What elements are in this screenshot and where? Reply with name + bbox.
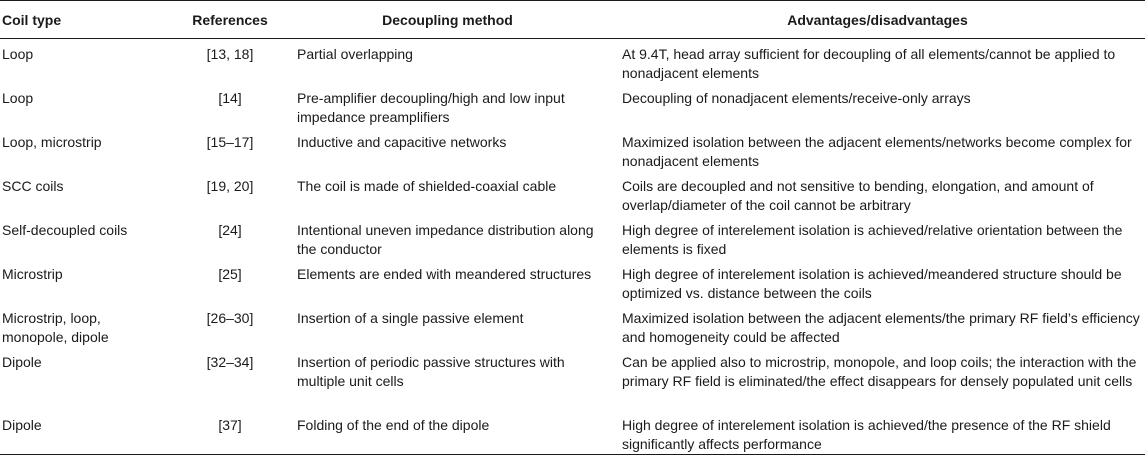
cell-advantages: Can be applied also to microstrip, monopole, and loop coils; the interaction with the primary RF field is eliminated/the effect disappears for densely populated unit cells	[622, 354, 1137, 389]
cell-coil-type: Loop	[2, 46, 34, 62]
table-row	[0, 259, 1145, 303]
table-header	[0, 1, 1145, 39]
cell-method: Partial overlapping	[297, 46, 413, 62]
table-row	[0, 83, 1145, 127]
cell-advantages: Decoupling of nonadjacent elements/receive-only arrays	[622, 90, 971, 106]
cell-method: Insertion of a single passive element	[297, 310, 524, 326]
cell-advantages: Maximized isolation between the adjacent elements/networks become complex for nonadjacent elements	[622, 134, 1132, 169]
cell-method: Folding of the end of the dipole	[285, 410, 610, 455]
cell-advantages: High degree of interelement isolation is achieved/relative orientation between the elements is fixed	[622, 222, 1123, 257]
header-references: References	[175, 1, 285, 39]
table-row	[0, 127, 1145, 171]
header-decoupling-method: Decoupling method	[285, 1, 610, 39]
cell-coil-type: Dipole	[0, 410, 175, 455]
header-row	[0, 1, 1145, 39]
table-row	[0, 215, 1145, 259]
cell-method: Insertion of periodic passive structures with multiple unit cells	[297, 354, 565, 389]
cell-coil-type: Loop, microstrip	[2, 134, 102, 150]
cell-references: [25]	[218, 266, 242, 282]
cell-coil-type: SCC coils	[2, 178, 64, 194]
table-row	[0, 347, 1145, 410]
cell-coil-type: Microstrip, loop, monopole, dipole	[2, 310, 109, 345]
cell-advantages: High degree of interelement isolation is achieved/meandered structure should be optimized vs. distance between the coils	[622, 266, 1122, 301]
cell-method: Inductive and capacitive networks	[297, 134, 507, 150]
table-body	[0, 39, 1145, 455]
cell-references: [37]	[175, 410, 285, 455]
cell-references: [24]	[218, 222, 242, 238]
cell-references: [15–17]	[206, 134, 254, 150]
cell-coil-type: Dipole	[2, 354, 42, 370]
cell-method: Pre-amplifier decoupling/high and low input impedance preamplifiers	[297, 90, 565, 125]
cell-advantages: At 9.4T, head array sufficient for decoupling of all elements/cannot be applied to nonadjacent elements	[622, 46, 1116, 81]
cell-references: [14]	[218, 90, 242, 106]
cell-references: [32–34]	[206, 354, 254, 370]
cell-method: The coil is made of shielded-coaxial cable	[297, 178, 557, 194]
cell-method: Intentional uneven impedance distribution along the conductor	[297, 222, 594, 257]
cell-advantages: Maximized isolation between the adjacent elements/the primary RF field’s efficiency and homogeneity could be affected	[622, 310, 1140, 345]
table-row	[0, 303, 1145, 347]
cell-references: [26–30]	[206, 310, 254, 326]
cell-advantages: High degree of interelement isolation is achieved/the presence of the RF shield significantly affects performance	[610, 410, 1145, 455]
header-coil-type: Coil type	[0, 1, 175, 39]
cell-advantages: Coils are decoupled and not sensitive to bending, elongation, and amount of overlap/diameter of the coil cannot be arbitrary	[622, 178, 1094, 213]
header-advantages: Advantages/disadvantages	[610, 1, 1145, 39]
cell-coil-type: Self-decoupled coils	[2, 222, 128, 238]
cell-method: Elements are ended with meandered structures	[297, 266, 592, 282]
table-row	[0, 39, 1145, 84]
cell-coil-type: Microstrip	[2, 266, 63, 282]
cell-references: [13, 18]	[206, 46, 254, 62]
cell-coil-type: Loop	[2, 90, 34, 106]
cell-references: [19, 20]	[206, 178, 254, 194]
table-row	[0, 410, 1145, 455]
table-row	[0, 171, 1145, 215]
